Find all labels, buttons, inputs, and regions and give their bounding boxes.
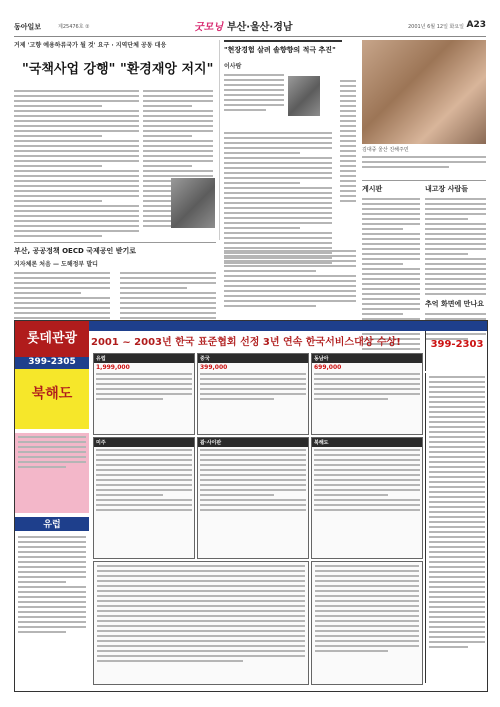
tile-china-title: 중국 [198, 354, 308, 363]
tile-southeast[interactable] [311, 353, 423, 435]
tile-europe-title: 유럽 [94, 354, 194, 363]
issue-number: 제25476호 ② [58, 24, 90, 30]
lead-kicker: 거제 '고향 예용하류국가 될 것' 요구 · 지역단체 공동 대응 [14, 42, 167, 49]
section-logo: 굿모닝 [194, 22, 223, 33]
feature-title: "현장경험 살려 솔향향의 적극 추진" [224, 40, 342, 55]
page-number: A23 [466, 20, 486, 30]
lead-portrait-photo [171, 178, 215, 228]
europe-list [15, 533, 89, 683]
right-hotline: 399-2303 [430, 339, 484, 350]
main-photo-caption: 김대중 울산 진해주민 [362, 147, 409, 153]
tile-packages[interactable] [93, 561, 309, 685]
tile-japan[interactable] [311, 437, 423, 559]
masthead [14, 16, 486, 37]
memory-label: 추억 화면에 만나요 [425, 300, 484, 308]
tile-japan-title: 북해도 [312, 438, 422, 447]
tile-guam-title: 괌·사이판 [198, 438, 308, 447]
lead-headline-wrap [22, 62, 222, 77]
japan-promo[interactable] [15, 369, 89, 429]
third-story [224, 246, 356, 310]
column-rule [219, 40, 220, 240]
feature-body-narrow [340, 76, 356, 205]
right-price-list [425, 373, 488, 683]
feature-portrait-photo [288, 76, 320, 116]
tile-europe-price: 1,999,000 [96, 364, 130, 371]
local-people-label: 내고장 사람들 [425, 185, 469, 193]
feature-box [224, 40, 342, 114]
lead-headline: "국책사업 강행" "환경재앙 저지" [22, 62, 214, 77]
tile-specials[interactable] [311, 561, 423, 685]
tile-usa-title: 미주 [94, 438, 194, 447]
issue-date: 2001년 6월 12일 화요일 [407, 24, 464, 30]
promo-left-pink[interactable] [15, 433, 89, 513]
tile-china-price: 399,000 [200, 364, 228, 371]
tile-southeast-title: 동남아 [312, 354, 422, 363]
tour-brand-logo: 롯데관광 [15, 321, 89, 357]
second-story [14, 246, 216, 322]
photo-caption-text [362, 152, 486, 171]
tile-guam[interactable] [197, 437, 309, 559]
tour-advertisement [14, 320, 488, 692]
section-name: 부산·울산·경남 [226, 22, 293, 33]
top-banner-strip [89, 321, 487, 331]
award-banner: 2001 ~ 2003년 한국 표준협회 선정 3년 연속 한국서비스대상 수상! [91, 337, 401, 348]
tile-southeast-price: 699,000 [314, 364, 342, 371]
main-color-photo [362, 40, 486, 144]
bulletin-label: 게시판 [362, 185, 383, 193]
lead-story [14, 40, 214, 49]
paper-name: 동아일보 [14, 23, 42, 31]
feature-person-label: 이사람 [224, 63, 242, 70]
section-title [194, 18, 293, 33]
second-story-headline: 부산, 공공정책 OECD 국제공인 받기로 [14, 247, 136, 255]
second-story-sub: 지자체론 처음 — 도해정부 발디 [14, 261, 98, 268]
tile-usa[interactable] [93, 437, 195, 559]
tile-china[interactable] [197, 353, 309, 435]
right-hotline-box[interactable] [425, 331, 488, 371]
lead-body-col1 [14, 86, 139, 240]
tile-europe[interactable] [93, 353, 195, 435]
japan-promo-title: 북해도 [31, 386, 73, 402]
europe-label-left: 유럽 [15, 517, 89, 531]
tour-hotline[interactable]: 399-2305 [15, 357, 89, 369]
